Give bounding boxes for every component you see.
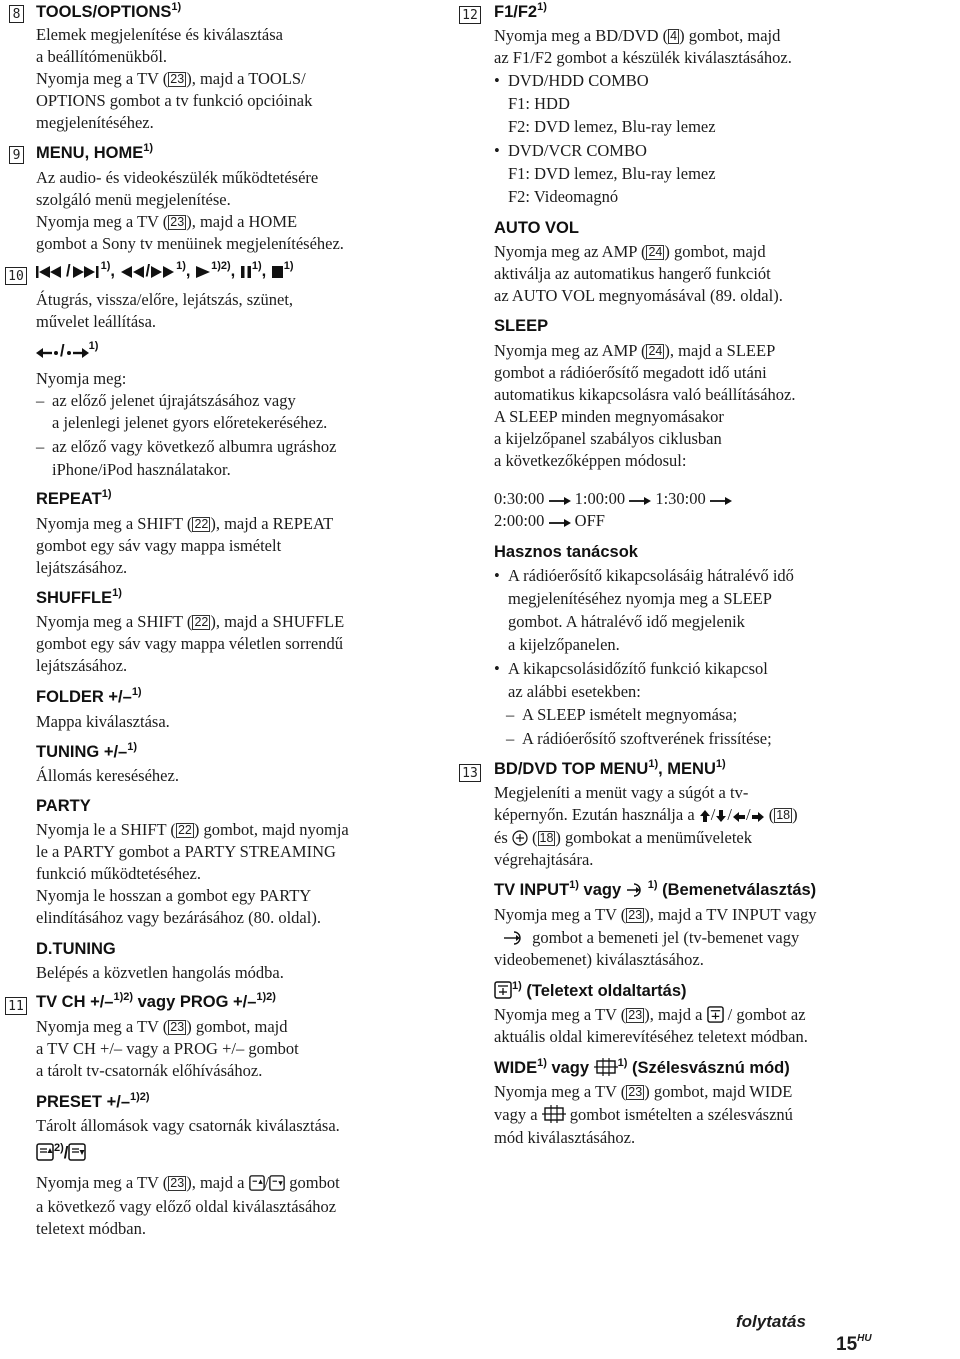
prev-icon	[36, 265, 66, 279]
body-line: Nyomja meg az AMP ( 24 ) gombot, majd	[494, 242, 766, 261]
body-line: a TV CH +/– vagy a PROG +/– gombot	[36, 1039, 299, 1058]
section-marker-9: 9	[9, 146, 24, 164]
body-line: mód kiválasztásához.	[494, 1128, 636, 1147]
replay-advance-heading: / $^{1)}$	[36, 342, 98, 361]
section-marker-12: 12	[459, 6, 481, 24]
body-line: gombot a bemeneti jel (tv-bemenet vagy	[494, 927, 799, 949]
arrow-right-icon	[549, 517, 571, 529]
body-line: a következőképpen módosul:	[494, 451, 687, 470]
enter-icon	[512, 830, 528, 846]
preset-heading: PRESET +/–$^{1)2)}$	[36, 1091, 150, 1111]
body-line: OPTIONS gombot a tv funkció opcióinak	[36, 91, 313, 110]
button-ref-tv: 23	[170, 1176, 185, 1190]
shuffle-heading: SHUFFLE$^{1)}$	[36, 587, 122, 607]
dash-item: – A rádióerősítő szoftverének frissítése;	[522, 728, 772, 750]
body-line: videobemenet) kiválasztásához.	[494, 950, 704, 969]
teletext-hold-icon	[494, 981, 512, 999]
body-line: és ( 18 ) gombokat a menüműveletek	[494, 828, 752, 847]
page-up-icon	[36, 1143, 54, 1161]
sleep-cycle: 0:30:00 1:00:00 1:30:00	[494, 488, 732, 510]
body-line: A SLEEP minden megnyomásakor	[494, 407, 724, 426]
teletext-hold-icon	[707, 1006, 724, 1023]
body-line: végrehajtására.	[494, 850, 594, 869]
button-ref-bd: 4	[670, 29, 678, 43]
body-line: Nyomja meg az AMP ( 24 ), majd a SLEEP	[494, 341, 776, 360]
body-line: az AUTO VOL megnyomásával (89. oldal).	[494, 286, 783, 305]
texthold-heading: $^{1)}$ (Teletext oldaltartás)	[494, 981, 687, 1001]
next-icon	[71, 265, 101, 279]
arrow-left-icon	[732, 811, 746, 823]
body-line: aktuális oldal kimerevítéséhez teletext módban.	[494, 1027, 808, 1046]
wide-mode-icon	[594, 1058, 618, 1076]
footnote-ref: 1)	[143, 142, 154, 154]
button-ref-amp: 24	[648, 344, 663, 358]
bullet-item: • DVD/HDD COMBO	[508, 70, 649, 92]
arrow-right-icon	[710, 495, 732, 507]
body-line: Nyomja meg a TV ( 23 ), majd a HOME	[36, 212, 298, 231]
body-line: a kijelzőpanelen.	[508, 635, 620, 654]
body-line: Nyomja meg a TV ( 23 ), majd a / gombot	[36, 1173, 340, 1192]
body-line: teletext módban.	[36, 1219, 146, 1238]
bullet-item: • DVD/VCR COMBO	[508, 140, 647, 162]
body-line: gombot. A hátralévő idő megjelenik	[508, 612, 745, 631]
section-marker-13: 13	[459, 764, 481, 782]
bullet-item: • A rádióerősítő kikapcsolásáig hátralévő idő	[508, 565, 794, 587]
body-line: gombot a rádióerősítő megadott idő utáni	[494, 363, 767, 382]
body-line: Nyomja meg a TV ( 23 ) gombot, majd WIDE	[494, 1082, 793, 1101]
page-down-icon	[269, 1175, 285, 1191]
body-line: művelet leállítása.	[36, 312, 157, 331]
repeat-heading: REPEAT$^{1)}$	[36, 488, 112, 508]
body-line: a jelenlegi jelenet gyors előretekeréséhez.	[52, 413, 328, 432]
body-line: F2: DVD lemez, Blu-ray lemez	[508, 117, 716, 136]
topmenu-heading: BD/DVD TOP MENU$^{1)}$, MENU$^{1)}$	[494, 758, 726, 778]
dash-item: – A SLEEP ismételt megnyomása;	[522, 704, 737, 726]
heading-text: MENU, HOME	[36, 144, 144, 162]
body-line: elindításához vagy bezárásához (80. oldal).	[36, 908, 321, 927]
button-ref-tv: 23	[170, 1020, 185, 1034]
body-line: gombot egy sáv vagy mappa ismételt	[36, 536, 282, 555]
body-line: szolgáló menü megjelenítése.	[36, 190, 231, 209]
advance-icon	[65, 347, 89, 359]
body-line: az alábbi esetekben:	[508, 682, 641, 701]
body-line: F1: HDD	[508, 94, 570, 113]
body-line: képernyőn. Ezután használja a / / / ( 18 )	[494, 805, 798, 824]
autovol-heading: AUTO VOL	[494, 219, 579, 237]
dash-item: – az előző vagy következő albumra ugráshoz	[52, 436, 337, 458]
button-ref-arrows: 18	[776, 808, 791, 822]
section-marker-11: 11	[5, 997, 27, 1015]
tvinput-heading: TV INPUT$^{1)}$ vagy $^{1)}$ (Bemenetválasztás)	[494, 879, 817, 899]
button-ref-shift: 22	[177, 823, 192, 837]
body-line: lejátszásához.	[36, 656, 128, 675]
body-line: az F1/F2 gombot a készülék kiválasztásához.	[494, 48, 792, 67]
sleep-heading: SLEEP	[494, 317, 549, 335]
play-icon	[195, 265, 211, 279]
body-line: a beállítómenükből.	[36, 47, 168, 66]
arrow-right-icon	[549, 495, 571, 507]
body-line: Megjeleníti a menüt vagy a súgót a tv-	[494, 783, 749, 802]
body-line: F2: Videomagnó	[508, 187, 619, 206]
arrow-right-icon	[751, 811, 765, 823]
body-line: megjelenítéséhez nyomja meg a SLEEP	[508, 589, 772, 608]
page-number: $15^{HU}$	[836, 1333, 872, 1355]
body-line: le a PARTY gombot a PARTY STREAMING	[36, 842, 336, 861]
body-line: megjelenítéséhez.	[36, 113, 154, 132]
body-line: iPhone/iPod használatakor.	[52, 460, 231, 479]
arrow-down-icon	[715, 809, 727, 823]
page-down-icon	[68, 1143, 86, 1161]
replay-icon	[36, 347, 60, 359]
body-line: Mappa kiválasztása.	[36, 712, 170, 731]
button-ref-enter: 18	[539, 831, 554, 845]
button-ref-tv: 23	[628, 1008, 643, 1022]
body-line: Nyomja meg a SHIFT ( 22 ), majd a SHUFFLE	[36, 612, 345, 631]
body-line: automatikus kikapcsolásra való beállításához.	[494, 385, 796, 404]
body-line: Belépés a közvetlen hangolás módba.	[36, 963, 284, 982]
button-ref-tv: 23	[628, 1085, 643, 1099]
button-ref-shift: 22	[194, 615, 209, 629]
body-line: gombot egy sáv vagy mappa véletlen sorrendű	[36, 634, 343, 653]
rewind-icon	[120, 265, 146, 279]
body-line: Nyomja le a SHIFT ( 22 ) gombot, majd nyomja	[36, 820, 349, 839]
body-line: gombot a Sony tv menüinek megjelenítéséhez.	[36, 234, 344, 253]
tips-heading: Hasznos tanácsok	[494, 543, 638, 561]
sleep-cycle: 2:00:00 OFF	[494, 511, 605, 530]
section-marker-10: 10	[5, 267, 27, 285]
arrow-right-icon	[629, 495, 651, 507]
body-line: Nyomja meg a BD/DVD ( 4 ) gombot, majd	[494, 26, 781, 45]
forward-icon	[150, 265, 176, 279]
dtuning-heading: D.TUNING	[36, 940, 116, 958]
button-ref-shift: 22	[194, 517, 209, 531]
body-line: funkció működtetéséhez.	[36, 864, 201, 883]
input-select-icon	[626, 882, 648, 898]
party-heading: PARTY	[36, 797, 91, 815]
button-ref-tv: 23	[170, 215, 185, 229]
tuning-heading: TUNING +/–$^{1)}$	[36, 741, 138, 761]
body-line: a következő vagy előző oldal kiválasztásához	[36, 1197, 337, 1216]
button-ref-tv: 23	[628, 908, 643, 922]
body-line: Nyomja meg a TV ( 23 ), majd a / gombot az	[494, 1005, 806, 1024]
body-line: aktiválja az automatikus hangerő funkciót	[494, 264, 771, 283]
body-line: vagy a gombot ismételten a szélesvásznú	[494, 1105, 793, 1124]
wide-heading: WIDE$^{1)}$ vagy $^{1)}$ (Szélesvásznú mód)	[494, 1057, 790, 1077]
bullet-item: • A kikapcsolásidőzítő funkció kikapcsol	[508, 658, 768, 680]
body-line: Az audio- és videokészülék működtetésére	[36, 168, 319, 187]
body-line: Átugrás, vissza/előre, lejátszás, szünet,	[36, 290, 294, 309]
folder-heading: FOLDER +/–$^{1)}$	[36, 686, 142, 706]
body-line: Nyomja meg a TV ( 23 ) gombot, majd	[36, 1017, 288, 1036]
wide-mode-icon	[542, 1105, 566, 1123]
body-line: Elemek megjelenítése és kiválasztása	[36, 25, 283, 44]
stop-icon	[271, 265, 284, 279]
body-line: F1: DVD lemez, Blu-ray lemez	[508, 164, 716, 183]
f1f2-heading: F1/F2$^{1)}$	[494, 1, 547, 21]
page-up-icon	[249, 1175, 265, 1191]
button-ref-amp: 24	[648, 245, 663, 259]
body-line: Nyomja le hosszan a gombot egy PARTY	[36, 886, 312, 905]
body-line: a tárolt tv-csatornák előhívásához.	[36, 1061, 263, 1080]
body-line: Nyomja meg a TV ( 23 ), majd a TV INPUT vagy	[494, 905, 817, 924]
tvch-prog-heading: TV CH +/–$^{1)2)}$ vagy PROG +/–$^{1)2)}$	[36, 991, 276, 1011]
body-line: Állomás kereséséhez.	[36, 766, 179, 785]
button-ref-tv: 23	[170, 72, 185, 86]
body-line: Nyomja meg a TV ( 23 ), majd a TOOLS/	[36, 69, 306, 88]
transport-heading: / $^{1)}$, / $^{1)}$, $^{1)2)}$, $^{1)}$, $^{1)}$	[36, 262, 294, 281]
arrow-up-icon	[699, 809, 711, 823]
continued-label: folytatás	[736, 1312, 806, 1331]
section-marker-8: 8	[9, 5, 24, 23]
input-select-icon	[494, 930, 528, 946]
body-line: Tárolt állomások vagy csatornák kiválasztása.	[36, 1116, 340, 1135]
body-line: Nyomja meg a SHIFT ( 22 ), majd a REPEAT	[36, 514, 334, 533]
body-line: lejátszásához.	[36, 558, 128, 577]
dash-item: – az előző jelenet újrajátszásához vagy	[52, 390, 296, 412]
tools-options-heading	[36, 3, 181, 22]
pause-icon	[240, 265, 252, 279]
body-line: Nyomja meg:	[36, 369, 127, 388]
teletext-page-heading: $^{2)}$/	[36, 1143, 86, 1163]
menu-home-heading	[36, 144, 153, 163]
footnote-ref: 1)	[171, 1, 182, 13]
heading-text: TOOLS/OPTIONS	[36, 3, 172, 21]
body-line: a kijelzőpanel szabályos ciklusban	[494, 429, 722, 448]
